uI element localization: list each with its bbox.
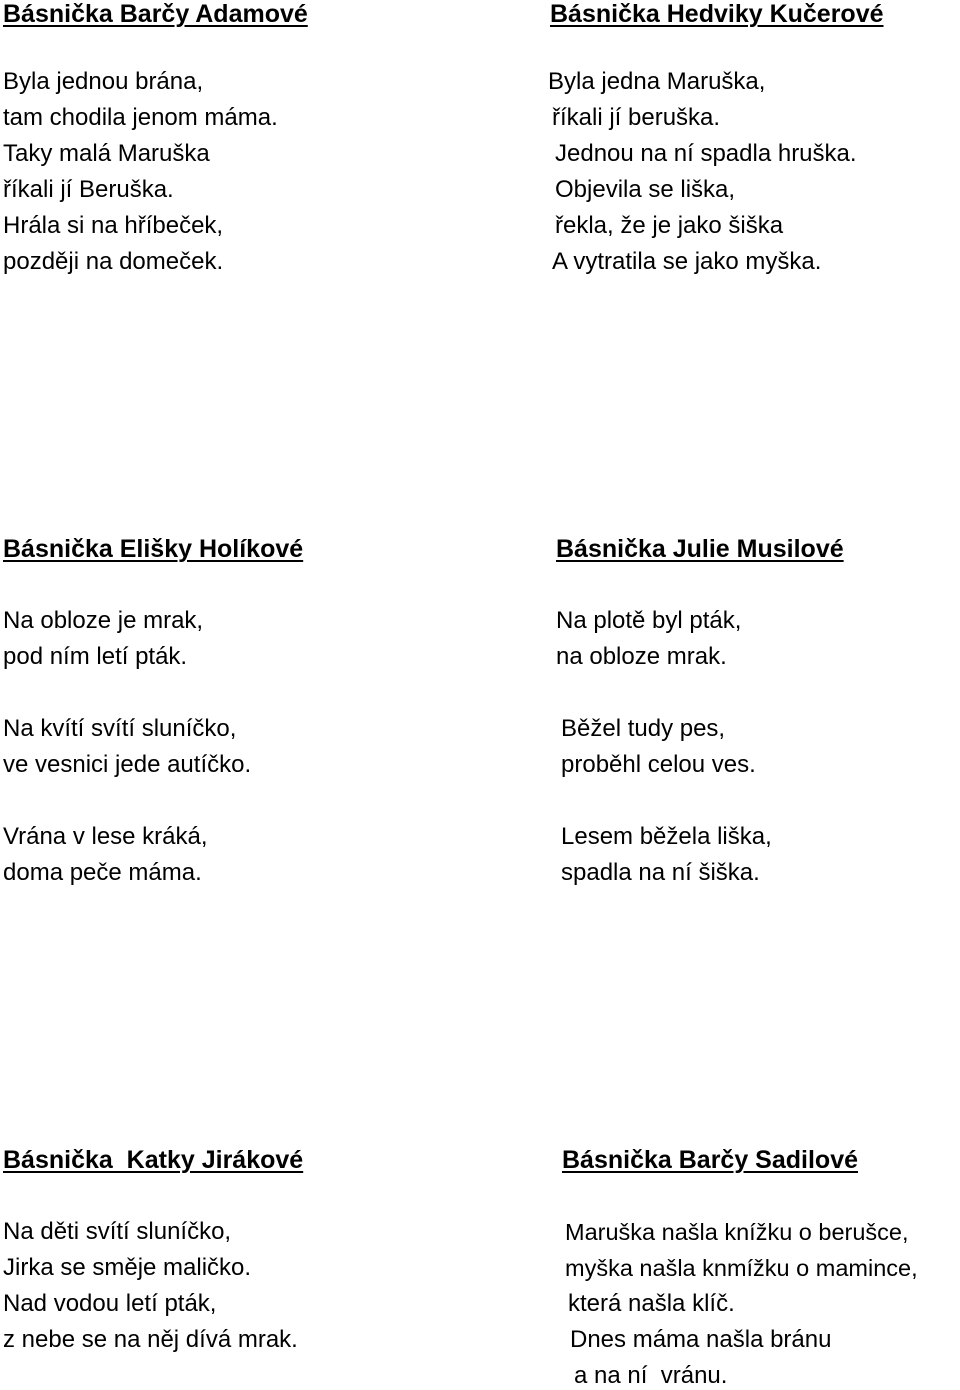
poem-line: řekla, že je jako šiška xyxy=(555,212,784,239)
poem-line: spadla na ní šiška. xyxy=(561,859,760,886)
poem-line: později na domeček. xyxy=(3,248,224,275)
poem-barcy-sadilove xyxy=(562,1146,958,1389)
poem-title: Básnička Barčy Sadilové xyxy=(562,1146,858,1174)
poem-line: Hrála si na hříbeček, xyxy=(3,212,224,239)
poem-line: říkali jí Beruška. xyxy=(3,176,174,203)
poem-line: Jirka se směje maličko. xyxy=(3,1254,252,1281)
poem-line: Nad vodou letí pták, xyxy=(3,1290,217,1317)
poem-line: Byla jedna Maruška, xyxy=(548,68,766,95)
poem-line: ve vesnici jede autíčko. xyxy=(3,751,252,778)
poem-barcy-adamove xyxy=(3,0,463,290)
poem-line: Na plotě byl pták, xyxy=(556,607,742,634)
poem-line: Lesem běžela liška, xyxy=(561,823,772,850)
poem-title: Básnička Hedviky Kučerové xyxy=(550,0,884,28)
poem-line: z nebe se na něj dívá mrak. xyxy=(3,1326,298,1353)
poem-title: Básnička Elišky Holíkové xyxy=(3,535,304,563)
poem-line: pod ním letí pták. xyxy=(3,643,188,670)
poem-line: Na obloze je mrak, xyxy=(3,607,204,634)
poem-katky-jirakove xyxy=(3,1146,473,1366)
poem-hedviky-kucerove xyxy=(550,0,950,290)
poem-line: Dnes máma našla bránu xyxy=(570,1326,832,1353)
poem-line: která našla klíč. xyxy=(568,1290,735,1317)
poem-line: Jednou na ní spadla hruška. xyxy=(555,140,857,167)
poem-elisky-holikove xyxy=(3,535,463,895)
poem-title: Básnička Julie Musilové xyxy=(556,535,844,563)
poem-line: A vytratila se jako myška. xyxy=(552,248,822,275)
poem-line: a na ní vránu. xyxy=(574,1362,728,1389)
poem-line: Na děti svítí sluníčko, xyxy=(3,1218,232,1245)
poem-line: na obloze mrak. xyxy=(556,643,727,670)
poem-line: tam chodila jenom máma. xyxy=(3,104,278,131)
poem-julie-musilove xyxy=(556,535,956,895)
poem-line: Objevila se liška, xyxy=(555,176,736,203)
poem-line: Taky malá Maruška xyxy=(3,140,210,167)
poem-title: Básnička Katky Jirákové xyxy=(3,1146,304,1174)
poem-line: Vrána v lese kráká, xyxy=(3,823,208,850)
poem-line: říkali jí beruška. xyxy=(552,104,721,131)
poem-line: myška našla knmížku o mamince, xyxy=(565,1255,918,1281)
poem-line: Maruška našla knížku o berušce, xyxy=(565,1219,909,1245)
poem-line: Běžel tudy pes, xyxy=(561,715,726,742)
poem-title: Básnička Barčy Adamové xyxy=(3,0,308,28)
poem-line: proběhl celou ves. xyxy=(561,751,756,778)
poem-line: Na kvítí svítí sluníčko, xyxy=(3,715,237,742)
poem-line: Byla jednou brána, xyxy=(3,68,204,95)
poem-line: doma peče máma. xyxy=(3,859,202,886)
